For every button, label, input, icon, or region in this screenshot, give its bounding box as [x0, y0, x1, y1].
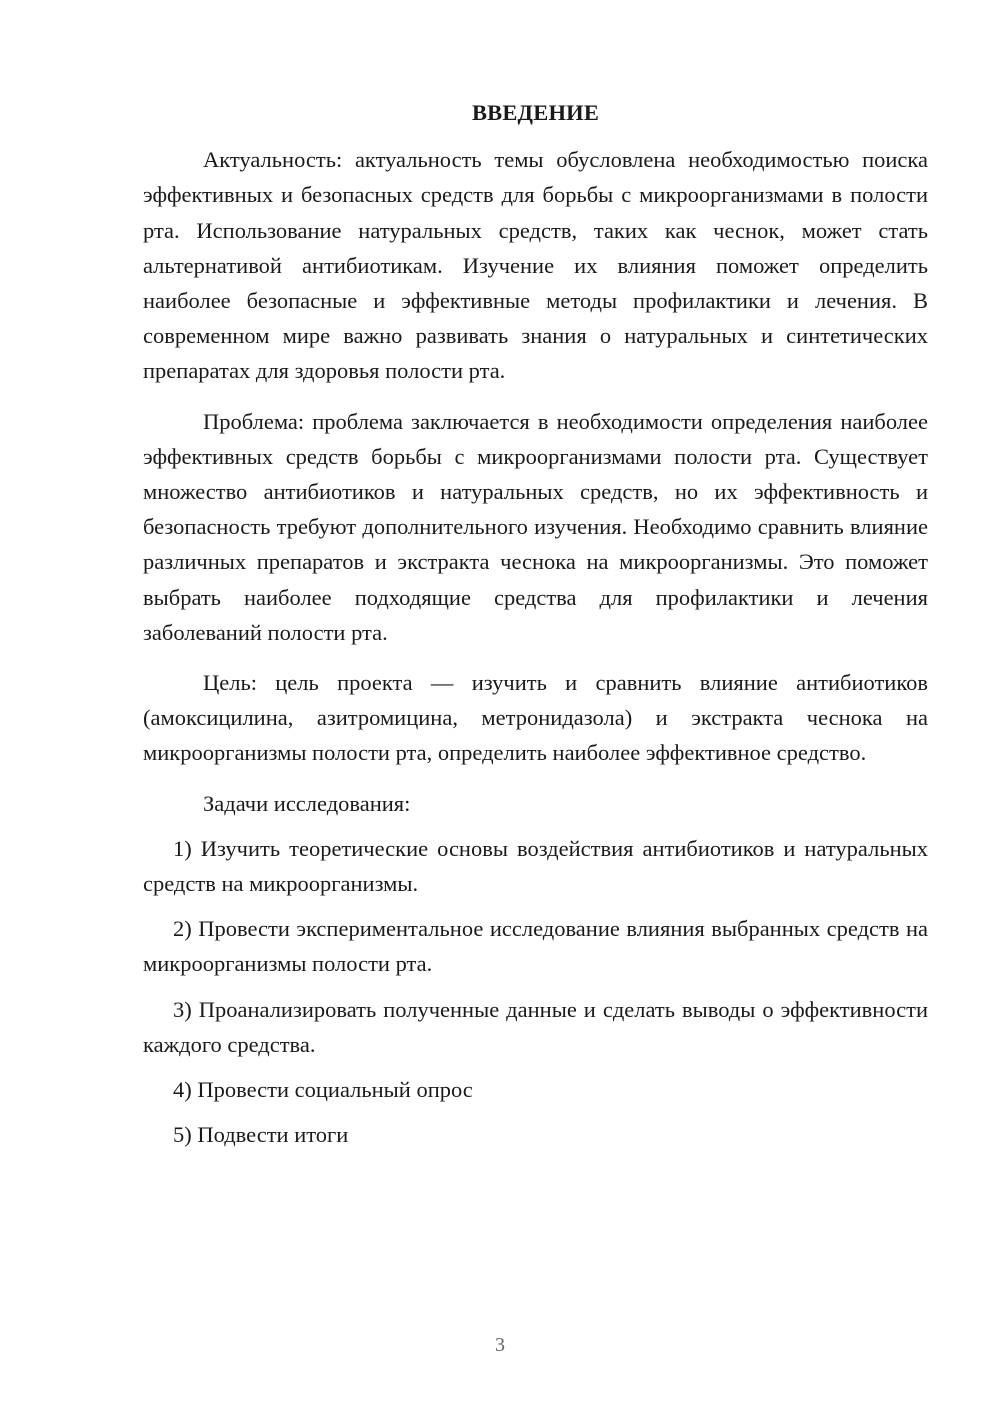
task-item: 4) Провести социальный опрос: [173, 1077, 473, 1103]
task-item: 5) Подвести итоги: [173, 1122, 349, 1148]
paragraph-goal: Цель: цель проекта — изучить и сравнить влияние антибиотиков (амоксицилина, азитромицина, метронидазола) и экстракта чеснока на микроорганизмы полости рта, определить наиболее эффективное средство.: [143, 670, 928, 766]
section-heading: ВВЕДЕНИЕ: [471, 100, 600, 125]
page-number: 3: [495, 1334, 505, 1356]
task-item: 2) Провести экспериментальное исследование влияния выбранных средств на микроорганизмы полости рта.: [143, 916, 928, 977]
task-item: 1) Изучить теоретические основы воздействия антибиотиков и натуральных средств на микроорганизмы.: [143, 835, 928, 897]
page-body: [143, 95, 928, 1162]
task-item: 3) Проанализировать полученные данные и сделать выводы о эффективности каждого средства.: [143, 996, 928, 1057]
paragraph-problem: Проблема: проблема заключается в необходимости определения наиболее эффективных средств борьбы с микроорганизмами полости рта. Существует множество антибиотиков и натуральных средств, но их эффективность и безопасность требуют дополнительного изучения. Необходимо сравнить влияние различных препаратов и экстракта чеснока на микроорганизмы. Это поможет выбрать наиболее подходящие средства для профилактики и лечения заболеваний полости рта.: [143, 408, 928, 645]
paragraph-relevance: Актуальность: актуальность темы обусловлена необходимостью поиска эффективных и безопасных средств для борьбы с микроорганизмами в полости рта. Использование натуральных средств, таких как чеснок, может стать альтернативой антибиотикам. Изучение их влияния поможет определить наиболее безопасные и эффективные методы профилактики и лечения. В современном мире важно развивать знания о натуральных и синтетических препаратах для здоровья полости рта.: [143, 147, 928, 384]
tasks-title: Задачи исследования:: [203, 790, 411, 816]
